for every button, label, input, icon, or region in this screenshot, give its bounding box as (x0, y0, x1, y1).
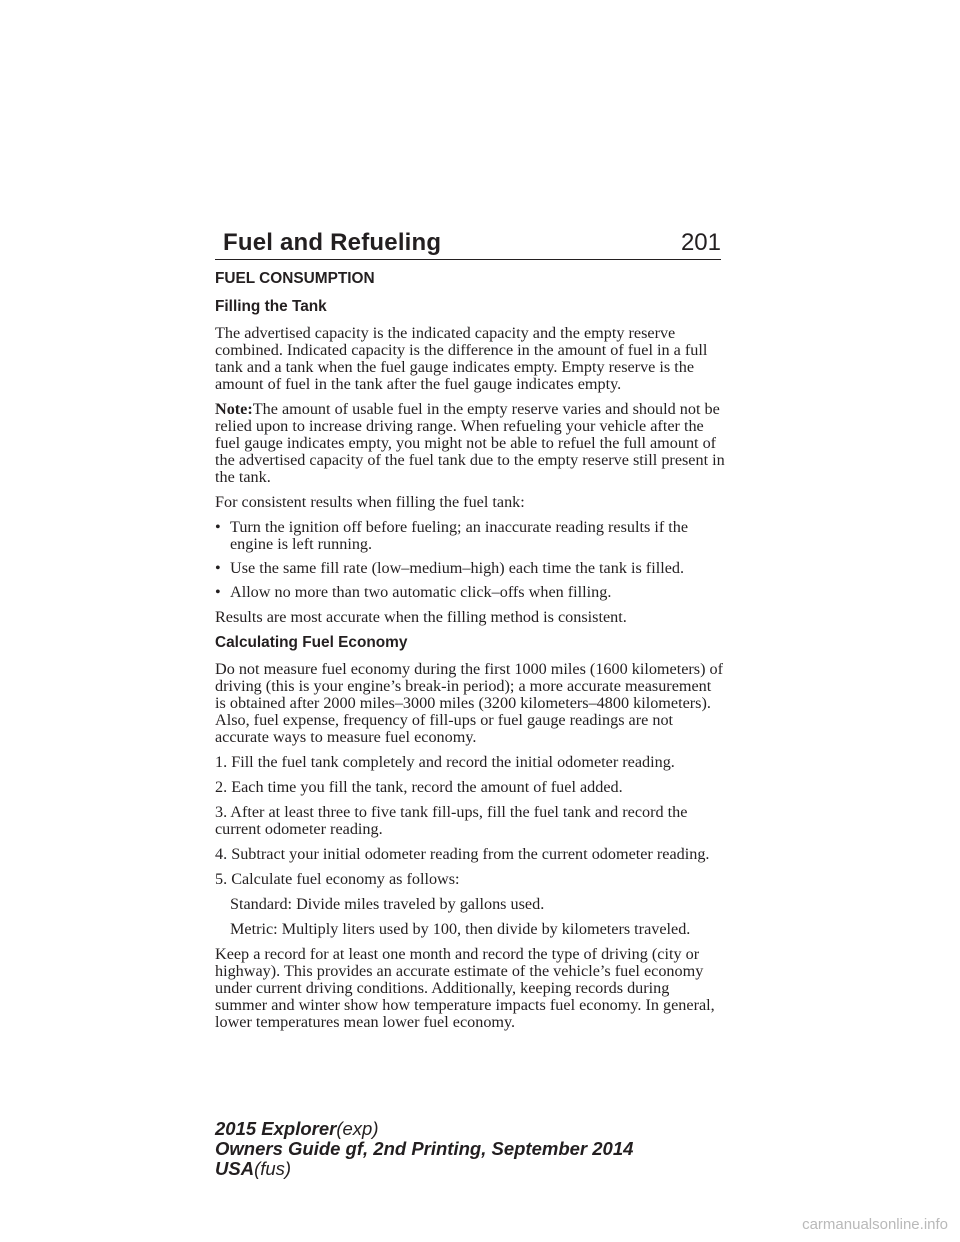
subheading-calculating-fuel-economy: Calculating Fuel Economy (215, 634, 408, 651)
step-5: 5. Calculate fuel economy as follows: (215, 870, 460, 888)
bullet-item: • Turn the ignition off before fueling; an inaccurate reading results if the engine is left running. (215, 519, 725, 553)
footer-market-code: (fus) (254, 1158, 292, 1179)
subheading-filling-the-tank: Filling the Tank (215, 298, 327, 315)
bullet-list (215, 519, 725, 601)
paragraph-break-in: Do not measure fuel economy during the first 1000 miles (1600 kilometers) of driving (this is your engine’s break-in period); a more accurate measurement is obtained after 2000 miles–3000 miles (3200 kilometers–4800 kilometers). Also, fuel expense, frequency of fill-ups or fuel gauge readings are not accurate ways to measure fuel economy. (215, 660, 723, 746)
bullet-item: • Allow no more than two automatic click–offs when filling. (215, 584, 725, 601)
paragraph-keep-record: Keep a record for at least one month and record the type of driving (city or highway). This provides an accurate estimate of the vehicle’s fuel economy under current driving conditions. Additionally, keeping records during summer and winter show how temperature impacts fuel economy. In general, lower temperatures mean lower fuel economy. (215, 945, 715, 1031)
paragraph-results-accurate: Results are most accurate when the filling method is consistent. (215, 608, 627, 626)
step-2: 2. Each time you fill the tank, record the amount of fuel added. (215, 778, 623, 796)
footer-line-market (215, 1159, 633, 1179)
page-number: 201 (680, 229, 721, 256)
section-title: Fuel and Refueling (223, 229, 442, 256)
header-rule (215, 259, 721, 260)
metric-formula: Metric: Multiply liters used by 100, then divide by kilometers traveled. (230, 920, 691, 938)
note-label: Note: (215, 400, 253, 418)
footer-market: USA (215, 1158, 255, 1179)
footer-model-code: (exp) (336, 1118, 379, 1139)
watermark: carmanualsonline.info (802, 1216, 948, 1233)
standard-formula: Standard: Divide miles traveled by gallons used. (230, 895, 545, 913)
footer (215, 1119, 633, 1179)
note-text: The amount of usable fuel in the empty reserve varies and should not be relied upon to increase driving range. When refueling your vehicle after the fuel gauge indicates empty, you might not be able to refuel the full amount of the advertised capacity of the fuel tank due to the empty reserve still present in the tank. (215, 400, 725, 486)
footer-line-model (215, 1119, 633, 1139)
paragraph-consistent-results: For consistent results when filling the fuel tank: (215, 493, 525, 511)
footer-model: 2015 Explorer (215, 1118, 337, 1139)
step-4: 4. Subtract your initial odometer reading from the current odometer reading. (215, 845, 710, 863)
step-3: 3. After at least three to five tank fill-ups, fill the fuel tank and record the current odometer reading. (215, 803, 688, 838)
step-1: 1. Fill the fuel tank completely and record the initial odometer reading. (215, 753, 675, 771)
note-paragraph (215, 401, 725, 486)
bullet-item: • Use the same fill rate (low–medium–high) each time the tank is filled. (215, 560, 725, 577)
footer-guide: Owners Guide gf, 2nd Printing, September 2014 (215, 1138, 634, 1159)
paragraph-advertised-capacity: The advertised capacity is the indicated capacity and the empty reserve combined. Indicated capacity is the difference in the amount of fuel in a full tank and a tank when the fuel gauge indicates empty. Empty reserve is the amount of fuel in the tank after the fuel gauge indicates empty. (215, 324, 708, 393)
page-header (215, 226, 721, 262)
main-content (215, 270, 725, 1039)
heading-fuel-consumption: FUEL CONSUMPTION (215, 270, 375, 287)
